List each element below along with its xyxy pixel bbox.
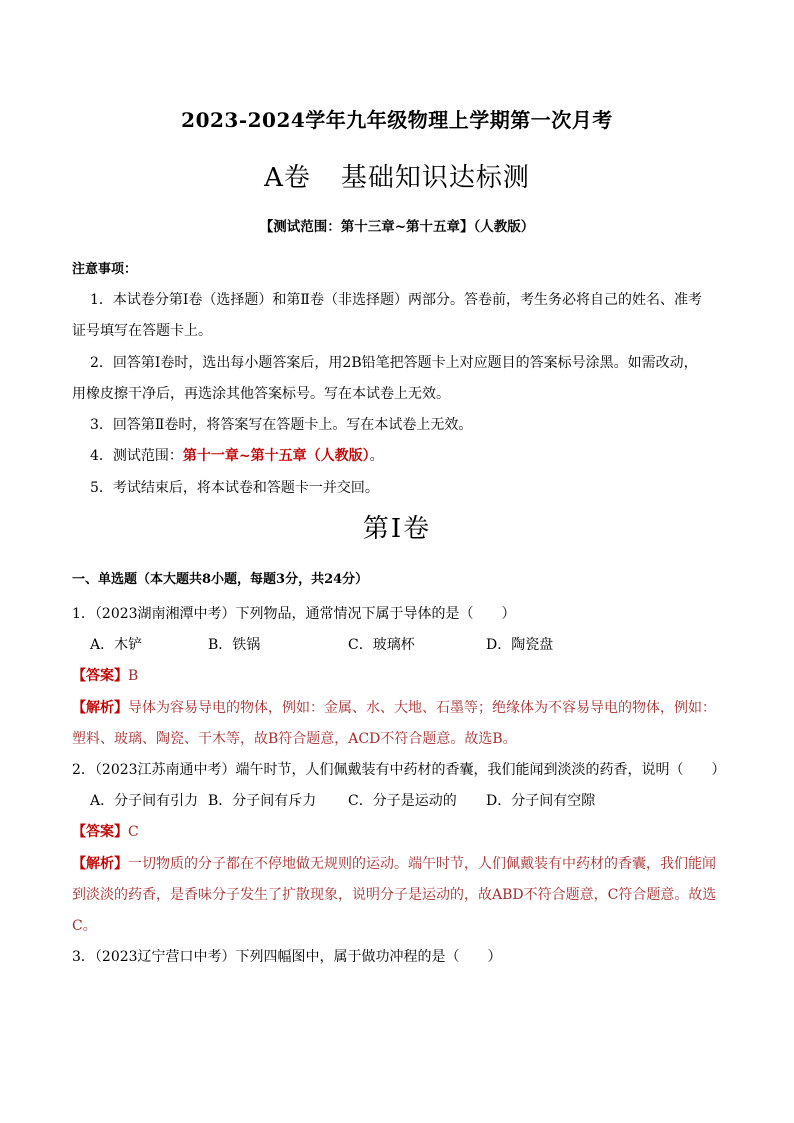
notice-item-4 xyxy=(90,446,384,466)
notice-item-1-line-1: 1．本试卷分第Ⅰ卷（选择题）和第Ⅱ卷（非选择题）两部分。答卷前，考生务必将自己的姓名、准考 xyxy=(90,292,702,308)
notice-item-3: 3．回答第Ⅱ卷时，将答案写在答题卡上。写在本试卷上无效。 xyxy=(90,417,473,433)
page-title: 2023-2024学年九年级物理上学期第一次月考 xyxy=(181,108,613,132)
answer-label: 【答案】 xyxy=(72,668,128,684)
question-2-options xyxy=(90,791,595,811)
answer-value: C xyxy=(128,824,139,840)
notice-item-4-prefix: 4．测试范围： xyxy=(90,448,183,464)
question-1-option-a: A．木铲 xyxy=(90,637,143,653)
question-2-option-b: B．分子间有斥力 xyxy=(208,793,317,809)
question-2-analysis-line-1 xyxy=(72,854,716,874)
analysis-text: 导体为容易导电的物体，例如：金属、水、大地、石墨等；绝缘体为不容易导电的物体，例如： xyxy=(128,700,716,716)
question-1-analysis-line-2: 塑料、玻璃、陶瓷、干木等，故B符合题意，ACD不符合题意。故选B。 xyxy=(72,731,517,747)
analysis-text: 一切物质的分子都在不停地做无规则的运动。端午时节，人们佩戴装有中药材的香囊，我们能闻 xyxy=(128,856,716,872)
notice-item-5: 5．考试结束后，将本试卷和答题卡一并交回。 xyxy=(90,480,379,496)
analysis-label: 【解析】 xyxy=(72,700,128,716)
question-2-option-a: A．分子间有引力 xyxy=(90,793,199,809)
question-1-analysis-line-1 xyxy=(72,698,716,718)
notice-item-2-line-2: 用橡皮擦干净后，再选涂其他答案标号。写在本试卷上无效。 xyxy=(72,386,450,402)
answer-value: B xyxy=(128,668,139,684)
question-1-option-b: B．铁锅 xyxy=(208,637,261,653)
answer-label: 【答案】 xyxy=(72,824,128,840)
question-2-option-d: D．分子间有空隙 xyxy=(486,793,596,809)
question-1-options xyxy=(90,635,553,655)
question-2-analysis-line-2: 到淡淡的药香，是香味分子发生了扩散现象，说明分子是运动的，故ABD不符合题意，C符合题意。故选 xyxy=(72,887,717,903)
question-3-stem: 3．（2023辽宁营口中考）下列四幅图中，属于做功冲程的是（ ） xyxy=(72,949,502,965)
subtitle-text: 基础知识达标测 xyxy=(340,163,530,193)
question-2-option-c: C．分子是运动的 xyxy=(348,793,457,809)
question-1-option-d: D．陶瓷盘 xyxy=(486,637,554,653)
volume-heading: 第Ⅰ卷 xyxy=(362,514,432,544)
subtitle-volume: A卷 xyxy=(264,163,311,193)
question-1-stem: 1．（2023湖南湘潭中考）下列物品，通常情况下属于导体的是（ ） xyxy=(72,606,516,622)
question-2-stem: 2．（2023江苏南通中考）端午时节，人们佩戴装有中药材的香囊，我们能闻到淡淡的药香，说明（ ） xyxy=(72,762,726,778)
question-2-answer xyxy=(72,822,139,842)
page-subtitle xyxy=(0,157,794,194)
analysis-label: 【解析】 xyxy=(72,856,128,872)
notice-heading: 注意事项： xyxy=(72,262,138,277)
question-1-answer xyxy=(72,666,138,686)
notice-item-4-suffix: 。 xyxy=(369,448,384,464)
section-heading: 一、单选题（本大题共8小题，每题3分，共24分） xyxy=(72,572,369,587)
notice-item-4-scope: 第十一章~第十五章（人教版） xyxy=(182,448,370,464)
notice-item-2-line-1: 2．回答第Ⅰ卷时，选出每小题答案后，用2B铅笔把答题卡上对应题目的答案标号涂黑。如需改动， xyxy=(90,355,698,371)
question-1-option-c: C．玻璃杯 xyxy=(348,637,415,653)
question-2-analysis-line-3: C。 xyxy=(72,918,97,934)
notice-item-1-line-2: 证号填写在答题卡上。 xyxy=(72,323,212,339)
test-scope: 【测试范围：第十三章~第十五章】（人教版） xyxy=(259,219,535,235)
